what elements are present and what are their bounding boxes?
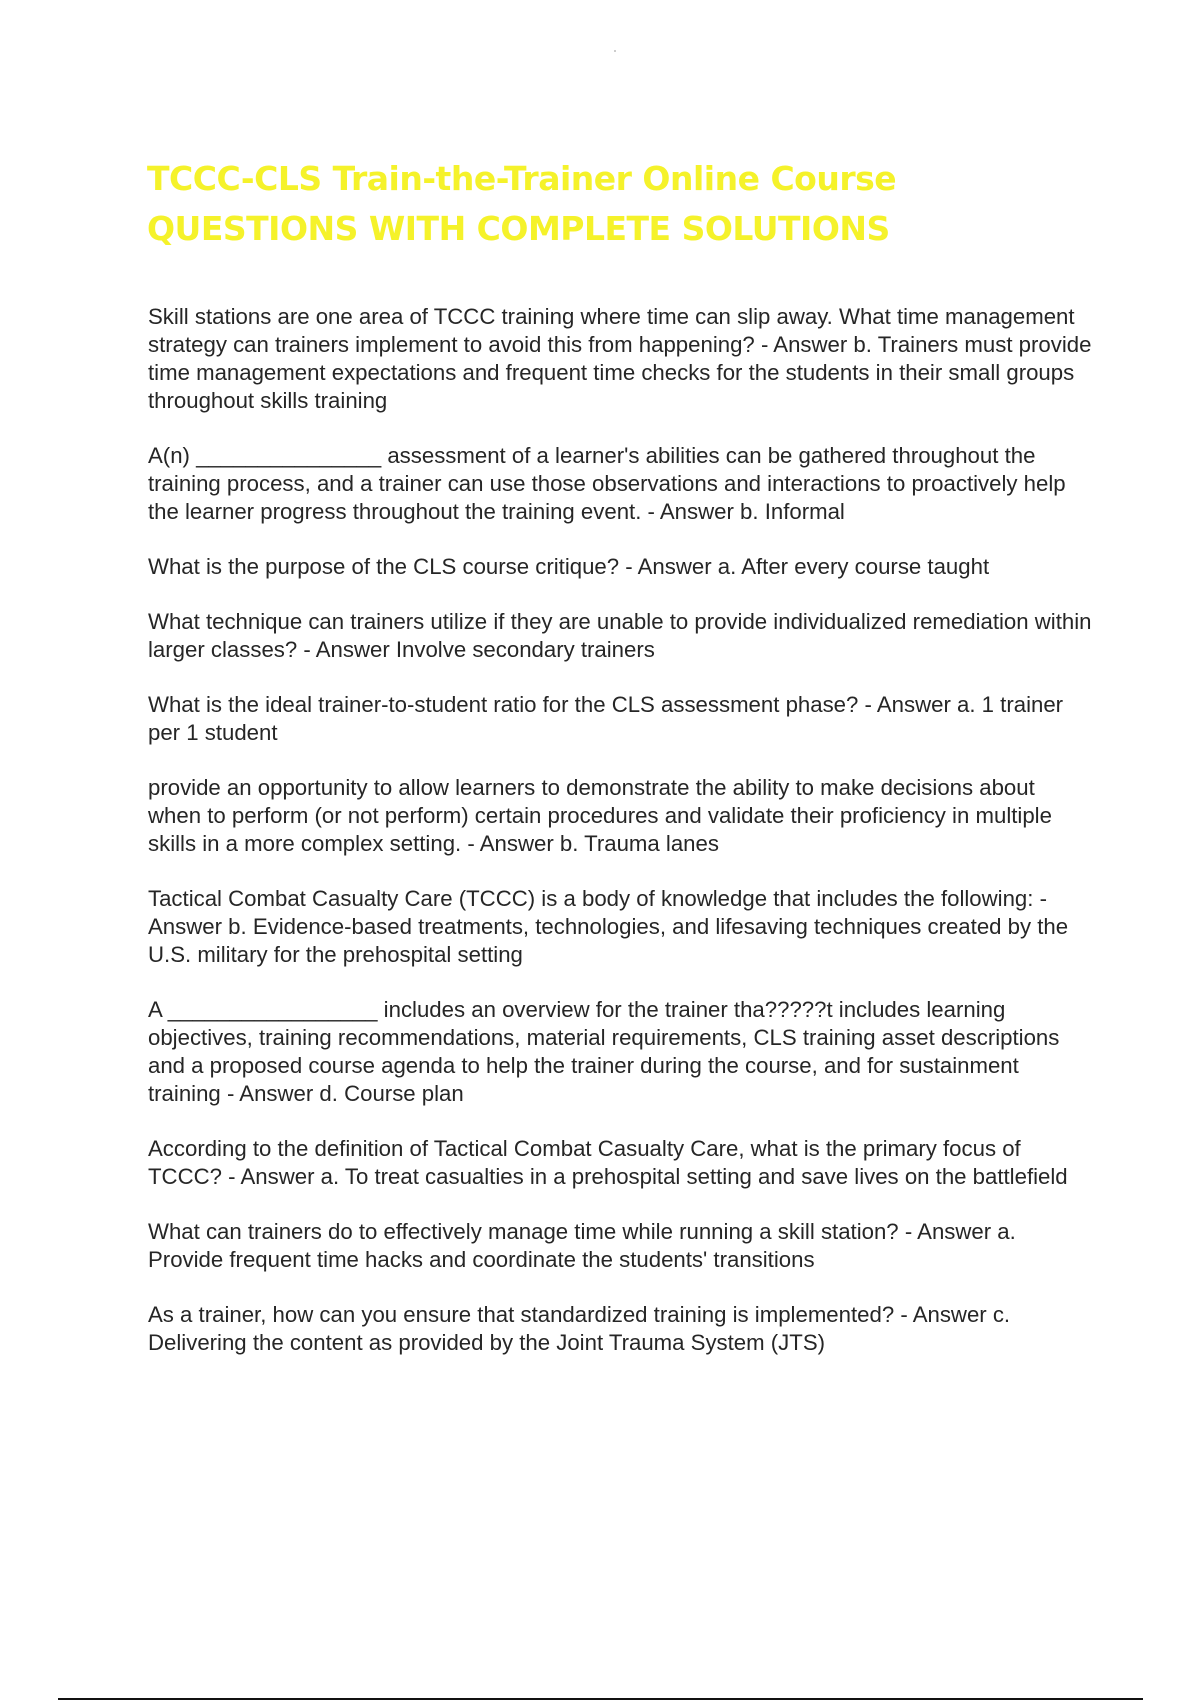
title-line-1: TCCC-CLS Train-the-Trainer Online Course — [147, 159, 897, 198]
qa-answer: Answer Involve secondary trainers — [315, 637, 655, 662]
qa-question: Tactical Combat Casualty Care (TCCC) is a body of knowledge that includes the following: — [148, 886, 1034, 911]
qa-answer: Answer b. Trauma lanes — [479, 831, 719, 856]
answer-separator: - — [619, 554, 638, 579]
qa-question: A(n) _______________ assessment of a learner's abilities can be gathered throughout the training process, and a trainer can use those observations and interactions to proactively help the learner progress throughout the training event. — [148, 443, 1066, 524]
answer-separator: - — [1033, 886, 1048, 911]
title-line-2: QUESTIONS WITH COMPLETE SOLUTIONS — [147, 209, 890, 248]
qa-answer: Answer a. 1 trainer per 1 student — [148, 692, 1064, 745]
qa-question: As a trainer, how can you ensure that standardized training is implemented? — [148, 1302, 895, 1327]
qa-answer: Answer a. Provide frequent time hacks and coordinate the students' transitions — [148, 1219, 1016, 1272]
qa-item-2 — [148, 442, 1093, 526]
qa-item-1 — [148, 303, 1093, 415]
qa-question: A _________________ includes an overview for the trainer tha?????t includes learning objectives, training recommendations, material requirements, CLS training asset descriptions and a proposed course agenda to help the trainer during the course, and for sustainment training — [148, 997, 1060, 1106]
answer-separator: - — [461, 831, 480, 856]
qa-list — [148, 303, 1093, 1384]
document-title — [147, 154, 1107, 254]
qa-item-9 — [148, 1135, 1093, 1191]
qa-question: Skill stations are one area of TCCC training where time can slip away. What time management strategy can trainers implement to avoid this from happening? — [148, 304, 1075, 357]
qa-question: According to the definition of Tactical Combat Casualty Care, what is the primary focus of TCCC? — [148, 1136, 1021, 1189]
answer-separator: - — [297, 637, 316, 662]
answer-separator: - — [220, 1081, 240, 1106]
scan-speck — [614, 50, 616, 52]
qa-answer: Answer a. To treat casualties in a prehospital setting and save lives on the battlefield — [240, 1164, 1068, 1189]
qa-answer: Answer d. Course plan — [239, 1081, 464, 1106]
answer-separator: - — [858, 692, 877, 717]
answer-separator: - — [221, 1164, 241, 1189]
qa-answer: Answer a. After every course taught — [637, 554, 990, 579]
qa-question: provide an opportunity to allow learners to demonstrate the ability to make decisions about when to perform (or not perform) certain procedures and validate their proficiency in multiple skills in a more complex setting. — [148, 775, 1052, 856]
qa-answer: Answer b. Evidence-based treatments, technologies, and lifesaving techniques created by the U.S. military for the prehospital setting — [148, 914, 1069, 967]
qa-item-5 — [148, 691, 1093, 747]
qa-question: What technique can trainers utilize if they are unable to provide individualized remediation within larger classes? — [148, 609, 1092, 662]
answer-separator: - — [898, 1219, 918, 1244]
qa-answer: Answer b. Informal — [659, 499, 845, 524]
answer-separator: - — [894, 1302, 913, 1327]
qa-item-10 — [148, 1218, 1093, 1274]
qa-question: What is the purpose of the CLS course critique? — [148, 554, 620, 579]
qa-item-11 — [148, 1301, 1093, 1357]
qa-answer: Answer c. Delivering the content as provided by the Joint Trauma System (JTS) — [148, 1302, 1011, 1355]
qa-answer: Answer b. Trainers must provide time management expectations and frequent time checks for the students in their small groups throughout skills training — [148, 332, 1092, 413]
answer-separator: - — [754, 332, 774, 357]
qa-item-7 — [148, 885, 1093, 969]
qa-question: What can trainers do to effectively manage time while running a skill station? — [148, 1219, 899, 1244]
qa-item-3 — [148, 553, 1093, 581]
qa-item-4 — [148, 608, 1093, 664]
qa-item-8 — [148, 996, 1093, 1108]
answer-separator: - — [641, 499, 660, 524]
qa-item-6 — [148, 774, 1093, 858]
qa-question: What is the ideal trainer-to-student ratio for the CLS assessment phase? — [148, 692, 859, 717]
